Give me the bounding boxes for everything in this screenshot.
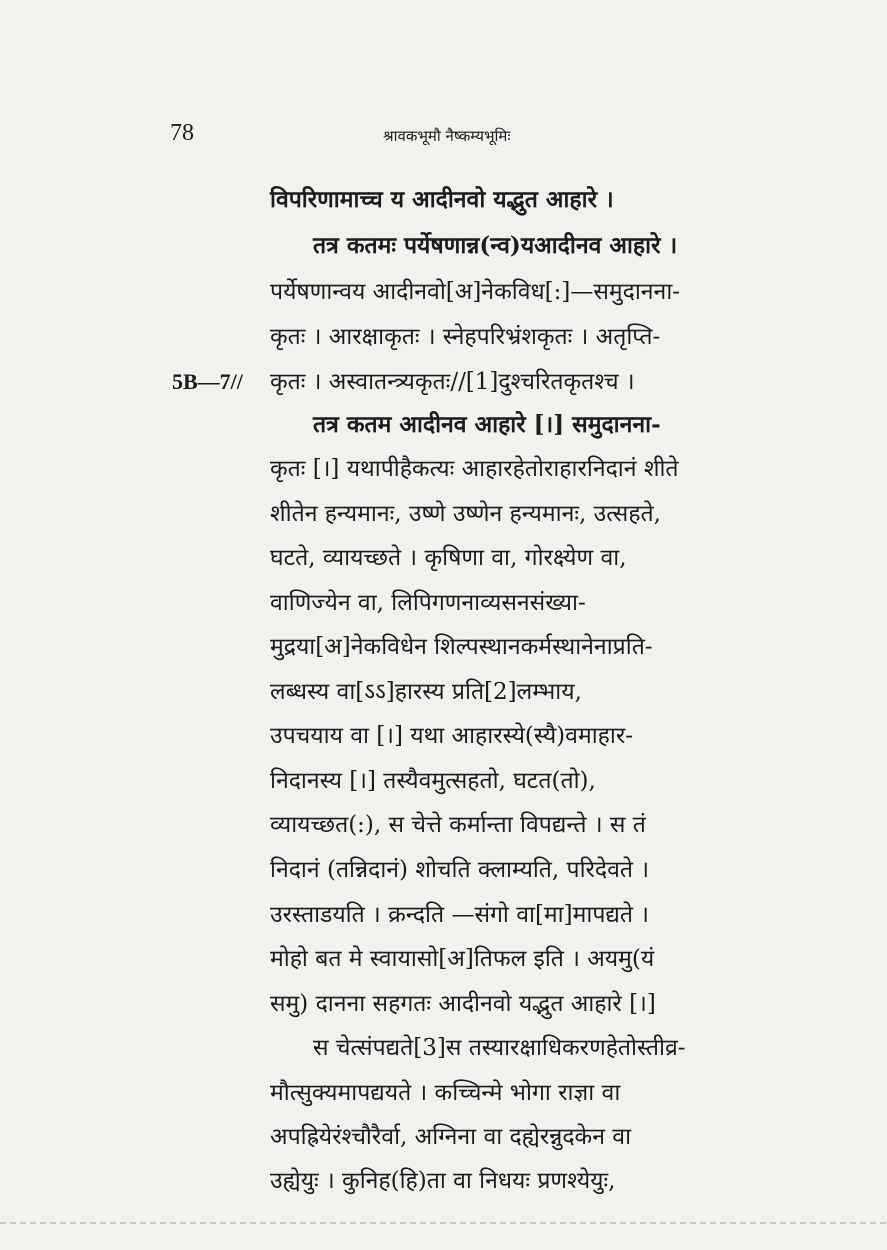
text-line: तत्र कतमः पर्येषणान्न(न्व)यआदीनव आहारे । [313,232,678,259]
text-line: उपचयाय वा [।] यथा आहारस्ये(स्यै)वमाहार- [270,723,634,749]
text-line: घटते, व्यायच्छते । कृषिणा वा, गोरक्ष्येण वा, [270,545,627,571]
text-line: अपह्रियेरंश्चौरैर्वा, अग्निना वा दह्येरन्नुदकेन वा [270,1124,632,1150]
text-line: मौत्सुक्यमापद्ययते । कच्चिन्मे भोगा राज्ञा वा [270,1080,621,1106]
text-line: उरस्ताडयति । क्रन्दति —संगो वा[मा]मापद्यते । [270,902,650,928]
text-line: कृतः [।] यथापीहैकत्यः आहारहेतोराहारनिदानं शीते [270,456,679,482]
text-line: विपरिणामाच्च य आदीनवो यद्भुत आहारे । [270,186,614,213]
text-line: वाणिज्येन वा, लिपिगणनाव्यसनसंख्या- [270,590,586,616]
text-line: स चेत्संपद्यते[3]स तस्यारक्षाधिकरणहेतोस्तीव्र- [313,1035,686,1061]
text-line: मुद्रया[अ]नेकविधेन शिल्पस्थानकर्मस्थानेनाप्रति- [270,634,653,660]
running-header: श्रावकभूमौ नैष्कम्यभूमिः [383,127,511,145]
text-line: व्यायच्छत(:), स चेत्ते कर्मान्ता विपद्यन्ते । स तं [270,812,646,838]
text-line: शीतेन हन्यमानः, उष्णे उष्णेन हन्यमानः, उत्सहते, [270,501,661,527]
text-line: कृतः । अस्वातन्त्र्यकृतः//[1]दुश्चरितकृतश्च । [270,369,635,395]
text-line: उह्येयुः । कुनिह(हि)ता वा निधयः प्रणश्येयुः, [270,1168,616,1194]
text-line: निदानस्य [।] तस्यैवमुत्सहतो, घटत(तो), [270,768,596,794]
page-bottom-edge [0,1222,887,1224]
page-number: 78 [170,120,194,146]
text-line: तत्र कतम आदीनव आहारे [।] समुदानना- [313,411,661,438]
text-line: पर्येषणान्वय आदीनवो[अ]नेकविध[:]—समुदानना- [270,279,681,305]
text-line: लब्धस्य वा[ऽऽ]हारस्य प्रति[2]लम्भाय, [270,679,582,705]
text-line: कृतः । आरक्षाकृतः । स्नेहपरिभ्रंशकृतः । अतृप्ति- [270,324,661,350]
margin-note: 5B—7// [172,369,243,394]
text-line: निदानं (तन्निदानं) शोचति क्लाम्यति, परिदेवते । [270,857,650,883]
text-line: समु) दानना सहगतः आदीनवो यद्भुत आहारे [।] [270,991,656,1017]
text-line: मोहो बत मे स्वायासो[अ]तिफल इति । अयमु(यं [270,946,655,972]
